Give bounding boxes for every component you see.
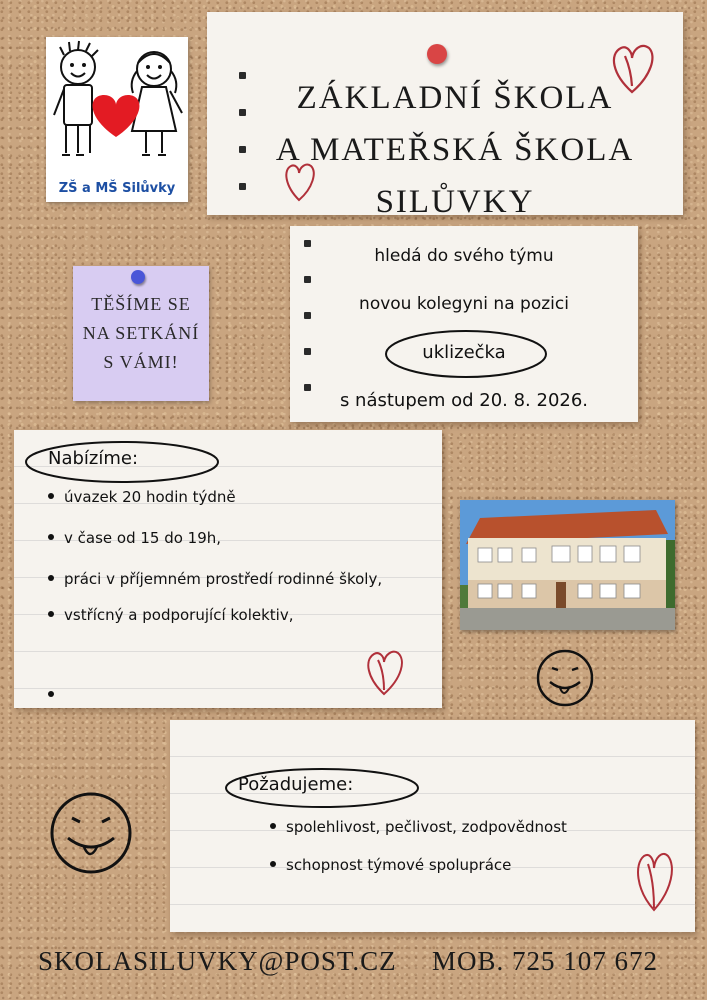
- contact-email[interactable]: SKOLASILUVKY@POST.CZ: [38, 946, 397, 976]
- contact-phone: MOB. 725 107 672: [432, 946, 659, 976]
- school-logo: [46, 37, 188, 202]
- requirements-heading: Požadujeme:: [238, 774, 354, 795]
- push-pin-icon: [131, 270, 145, 284]
- school-building-photo: [460, 500, 675, 630]
- heart-outline-icon: [632, 846, 676, 918]
- list-item: úvazek 20 hodin týdně: [48, 488, 236, 506]
- binder-hole: [239, 72, 246, 79]
- title-line: A MATEŘSKÁ ŠKOLA: [275, 132, 635, 168]
- smiley-tongue-icon: [44, 790, 138, 876]
- list-item: v čase od 15 do 19h,: [48, 529, 221, 547]
- offer-line: s nástupem od 20. 8. 2026.: [339, 390, 589, 411]
- heart-outline-icon: [362, 646, 406, 698]
- position-name: uklizečka: [422, 342, 506, 363]
- list-item: spolehlivost, pečlivost, zodpovědnost: [270, 818, 567, 836]
- offer-line: hledá do svého týmu: [374, 246, 554, 266]
- offer-line: novou kolegyni na pozici: [359, 294, 569, 314]
- binder-hole: [239, 183, 246, 190]
- title-paper: [207, 12, 683, 220]
- offers-heading: Nabízíme:: [48, 448, 139, 469]
- binder-hole: [239, 146, 246, 153]
- list-item: schopnost týmové spolupráce: [270, 856, 511, 874]
- sticky-line: S VÁMI!: [103, 352, 179, 372]
- binder-hole: [304, 276, 311, 283]
- list-item: [48, 686, 64, 704]
- title-line: ZÁKLADNÍ ŠKOLA: [296, 80, 614, 116]
- logo-caption: ZŠ a MŠ Silůvky: [58, 181, 176, 196]
- offers-paper: [14, 430, 442, 708]
- binder-hole: [239, 109, 246, 116]
- title-line: SILŮVKY: [375, 184, 535, 220]
- smiley-tongue-icon: [532, 648, 598, 708]
- sticky-line: NA SETKÁNÍ: [82, 323, 200, 343]
- job-offer-paper: [290, 226, 638, 422]
- list-item: práci v příjemném prostředí rodinné školy,: [48, 570, 382, 588]
- kids-heart-logo: [46, 37, 188, 177]
- push-pin-icon: [427, 44, 447, 64]
- heart-outline-icon: [607, 40, 657, 96]
- heart-outline-icon: [281, 160, 317, 204]
- sticky-line: TĚŠÍME SE: [91, 294, 191, 314]
- list-item: vstřícný a podporující kolektiv,: [48, 606, 293, 624]
- requirements-paper: [170, 720, 695, 932]
- school-title: [247, 72, 663, 228]
- sticky-note: [73, 266, 209, 401]
